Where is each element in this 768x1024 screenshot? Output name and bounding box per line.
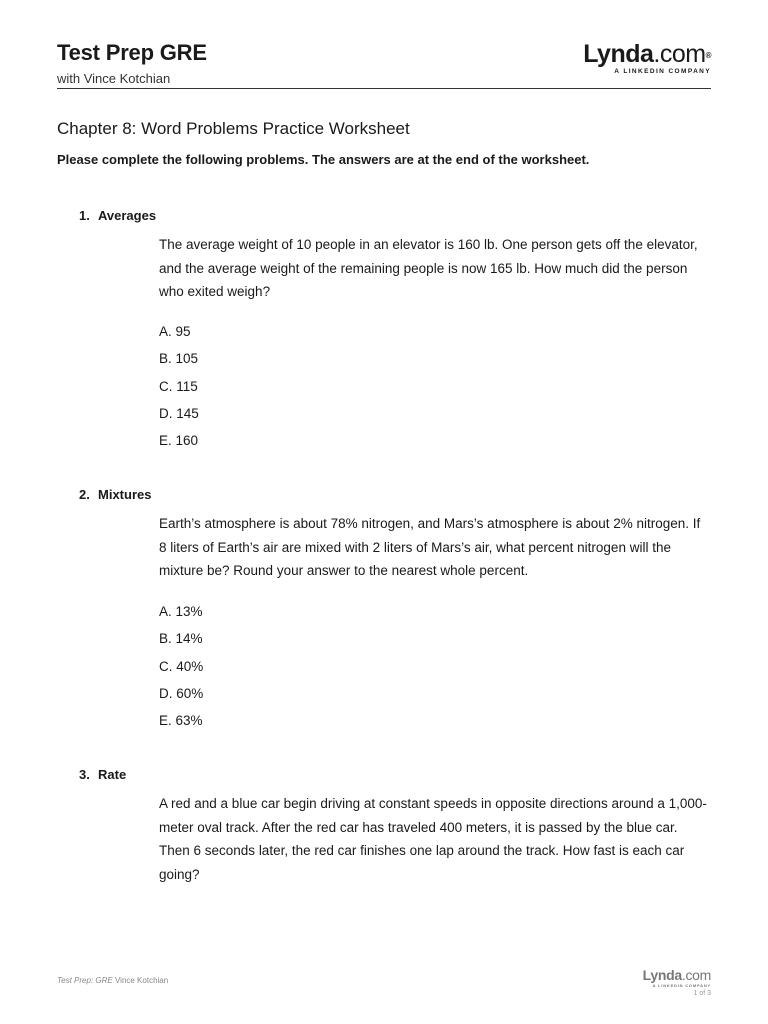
question-title: Rate (98, 767, 127, 782)
footer-logo-bold: Lynda (642, 967, 682, 983)
lynda-logo (583, 41, 711, 75)
answer-choice: B. 14% (159, 631, 203, 647)
question-title: Mixtures (98, 487, 152, 502)
instructions: Please complete the following problems. The answers are at the end of the worksheet. (57, 152, 590, 167)
answer-choice: D. 145 (159, 405, 199, 421)
logo-tagline: A LINKEDIN COMPANY (614, 68, 711, 75)
question-2-heading (79, 487, 151, 502)
answer-choice: A. 95 (159, 324, 191, 339)
page-number: 1 of 3 (693, 990, 711, 997)
chapter-title: Chapter 8: Word Problems Practice Worksheet (57, 119, 410, 138)
document-subtitle: with Vince Kotchian (57, 71, 171, 86)
footer-logo-light: .com (681, 967, 711, 983)
question-3-text: A red and a blue car begin driving at constant speeds in opposite directions around a 1,000-meter oval track. After the red car has traveled 400 meters, it is passed by the blue car. Then 6 seconds later, the red car finishes one lap around the track. How fast is each car going? (159, 796, 707, 882)
footer-course-name: Test Prep: GRE (57, 976, 113, 985)
answer-choice: C. 115 (159, 378, 198, 394)
question-1-text: The average weight of 10 people in an elevator is 160 lb. One person gets off the elevator, and the average weight of the remaining people is now 165 lb. How much did the person who exited weigh? (159, 237, 698, 300)
question-number: 2. (79, 487, 90, 502)
answer-choice: B. 105 (159, 351, 199, 367)
footer-course-credit (57, 976, 168, 985)
document-title: Test Prep GRE (57, 40, 207, 65)
question-2-choices (159, 604, 203, 740)
answer-choice: E. 160 (159, 433, 199, 449)
answer-choice: A. 13% (159, 604, 203, 619)
logo-wordmark-light: .com (653, 40, 706, 68)
question-2-text: Earth’s atmosphere is about 78% nitrogen, and Mars’s atmosphere is about 2% nitrogen. If 8 liters of Earth’s air are mixed with 2 liters of Mars’s air, what percent nitrogen will the mixture be? Round your answer to the nearest whole percent. (159, 516, 701, 579)
answer-choice: C. 40% (159, 658, 204, 674)
answer-choice: D. 60% (159, 685, 204, 701)
question-number: 3. (79, 767, 90, 782)
answer-choice: E. 63% (159, 713, 203, 729)
header-divider (57, 88, 711, 89)
question-1-choices (159, 324, 199, 460)
logo-wordmark-bold: Lynda (583, 40, 654, 68)
footer-author: Vince Kotchian (114, 976, 169, 985)
question-number: 1. (79, 208, 90, 223)
footer-logo (643, 968, 711, 997)
question-1-heading (79, 208, 156, 223)
question-3-heading (79, 767, 126, 782)
footer-logo-tagline: A LINKEDIN COMPANY (652, 983, 711, 988)
registered-mark: ® (705, 51, 711, 60)
question-title: Averages (98, 208, 157, 223)
